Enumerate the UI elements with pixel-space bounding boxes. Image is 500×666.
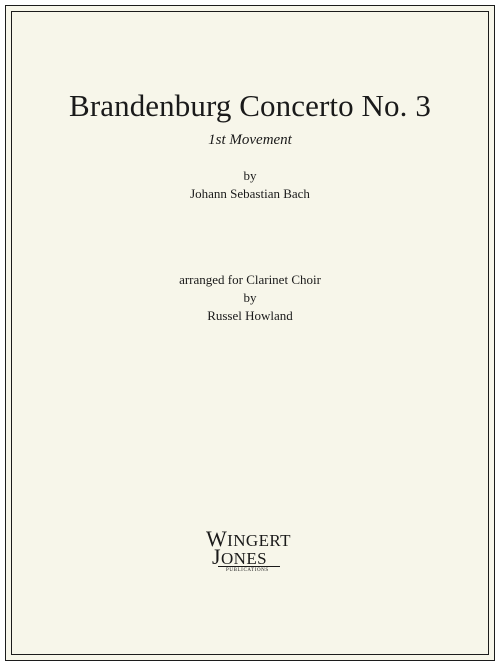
movement-subtitle: 1st Movement bbox=[208, 132, 292, 148]
arranger-name: Russel Howland bbox=[207, 308, 293, 323]
publisher-logo-jones-rest: ONES bbox=[220, 549, 267, 568]
publisher-logo bbox=[198, 528, 302, 580]
arrangement-note: arranged for Clarinet Choir bbox=[179, 272, 321, 287]
publisher-logo-publications: PUBLICATIONS bbox=[226, 568, 269, 573]
arranger-by-label: by bbox=[243, 290, 257, 305]
publisher-logo-initial-w: W bbox=[206, 526, 228, 551]
composer-by-label: by bbox=[243, 168, 257, 183]
publisher-logo-initial-j: J bbox=[212, 544, 221, 569]
publisher-logo-wingert-rest: INGERT bbox=[227, 531, 291, 550]
composer-name: Johann Sebastian Bach bbox=[190, 186, 310, 201]
publisher-logo-line2 bbox=[212, 544, 267, 569]
publisher-logo-rule bbox=[218, 566, 280, 567]
piece-title: Brandenburg Concerto No. 3 bbox=[69, 88, 431, 123]
